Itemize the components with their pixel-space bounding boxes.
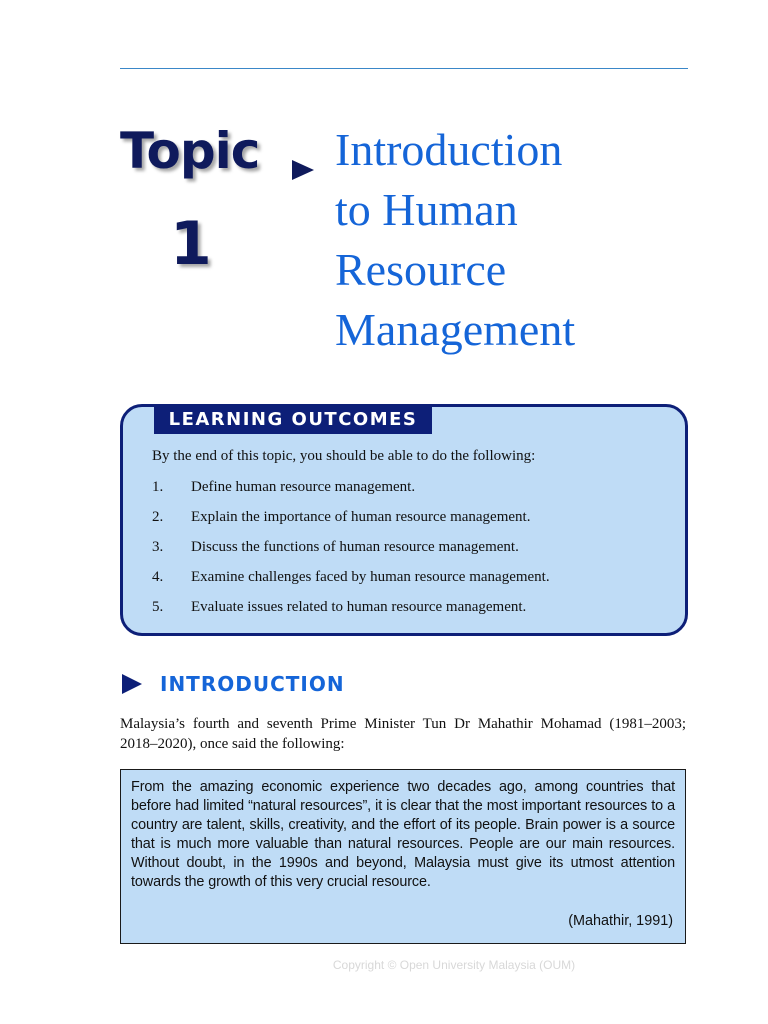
topic-label: Topic [120, 122, 260, 180]
title-line: Introduction [335, 124, 563, 175]
header-rule [120, 68, 688, 69]
triangle-arrow-icon [292, 160, 314, 180]
topic-number: 1 [170, 209, 212, 279]
list-item-text: Examine challenges faced by human resource management. [191, 569, 550, 585]
list-item-number: 3. [152, 539, 164, 555]
triangle-arrow-icon [122, 674, 142, 694]
learning-outcomes-intro: By the end of this topic, you should be able to do the following: [152, 448, 536, 464]
copyright-notice: Copyright © Open University Malaysia (OUM) [332, 958, 576, 972]
topic-title [335, 120, 755, 360]
list-item-number: 5. [152, 599, 164, 615]
title-line: Resource [335, 244, 507, 295]
intro-paragraph: Malaysia’s fourth and seventh Prime Minister Tun Dr Mahathir Mohamad (1981–2003; 2018–2020), once said the following: [120, 716, 686, 752]
list-item-number: 1. [152, 479, 164, 495]
learning-outcomes-heading: LEARNING OUTCOMES [154, 406, 432, 434]
list-item-number: 2. [152, 509, 164, 525]
section-heading: INTRODUCTION [160, 672, 345, 696]
quote-box [120, 769, 686, 944]
list-item-text: Define human resource management. [191, 479, 416, 495]
list-item-text: Evaluate issues related to human resource management. [191, 599, 527, 615]
list-item-text: Explain the importance of human resource management. [191, 509, 531, 525]
list-item-number: 4. [152, 569, 164, 585]
list-item-text: Discuss the functions of human resource management. [191, 539, 519, 555]
quote-text: From the amazing economic experience two decades ago, among countries that before had limited “natural resources”, it is clear that the most important resources to a country are talent, skills, creativity, and the effort of its people. Brain power is a source that is much more valuable than natural resources. People are our main resources. Without doubt, in the 1990s and beyond, Malaysia must give its utmost attention towards the growth of this very crucial resource. [131, 779, 675, 890]
title-line: Management [335, 304, 576, 355]
title-line: to Human [335, 184, 518, 235]
quote-citation: (Mahathir, 1991) [568, 913, 673, 929]
